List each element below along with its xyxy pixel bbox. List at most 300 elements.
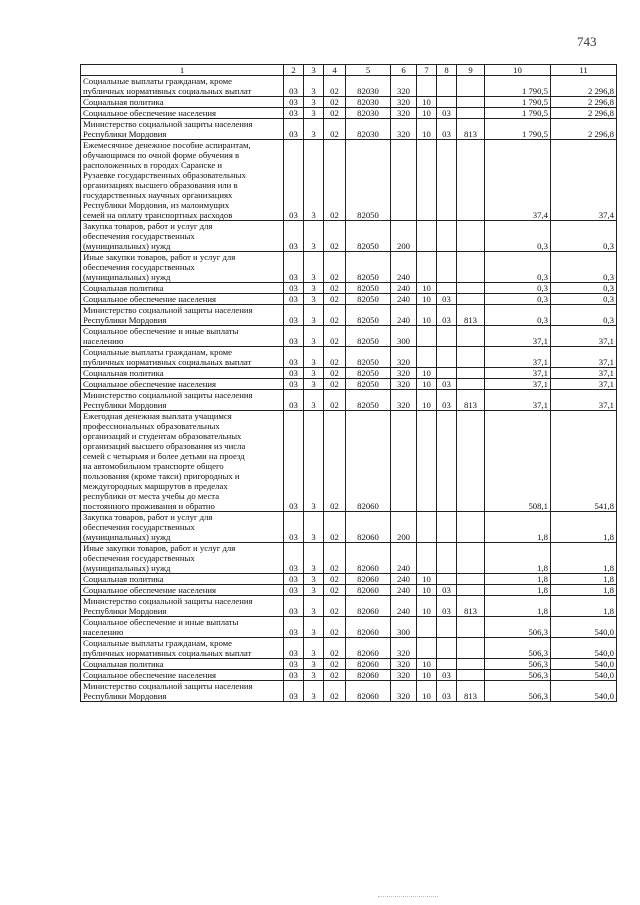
cell-col-2: 03 [284,305,304,326]
cell-col-2: 03 [284,221,304,252]
cell-col-5: 82060 [346,670,391,681]
cell-col-8 [437,326,457,347]
cell-col-2: 03 [284,411,304,512]
cell-col-4: 02 [324,512,346,543]
column-header-7: 7 [417,65,437,76]
cell-col-10: 508,1 [485,411,551,512]
cell-col-6: 320 [391,368,417,379]
cell-col-6: 240 [391,283,417,294]
cell-col-9 [457,221,485,252]
cell-col-11: 37,1 [551,326,617,347]
cell-col-8: 03 [437,390,457,411]
cell-col-10: 0,3 [485,305,551,326]
cell-col-8 [437,574,457,585]
cell-col-8 [437,76,457,97]
cell-col-7: 10 [417,294,437,305]
cell-col-11: 541,8 [551,411,617,512]
cell-col-3: 3 [304,368,324,379]
cell-col-10: 1,8 [485,574,551,585]
table-row [81,294,617,305]
cell-col-2: 03 [284,681,304,702]
row-description [81,596,284,617]
description-line: (муниципальных) нужд [83,241,171,251]
cell-col-3: 3 [304,638,324,659]
cell-col-7 [417,347,437,368]
table-row [81,596,617,617]
cell-col-10: 506,3 [485,638,551,659]
description-line: Закупка товаров, работ и услуг для [83,221,213,231]
cell-col-10: 506,3 [485,681,551,702]
cell-col-2: 03 [284,283,304,294]
cell-col-2: 03 [284,108,304,119]
cell-col-3: 3 [304,140,324,221]
cell-col-6: 240 [391,574,417,585]
cell-col-7: 10 [417,670,437,681]
cell-col-6: 320 [391,659,417,670]
cell-col-7 [417,252,437,283]
cell-col-4: 02 [324,119,346,140]
cell-col-4: 02 [324,305,346,326]
cell-col-7: 10 [417,390,437,411]
cell-col-8 [437,617,457,638]
cell-col-6: 200 [391,512,417,543]
cell-col-8: 03 [437,596,457,617]
cell-col-6: 320 [391,119,417,140]
cell-col-3: 3 [304,76,324,97]
cell-col-8: 03 [437,294,457,305]
cell-col-8 [437,283,457,294]
cell-col-3: 3 [304,411,324,512]
cell-col-4: 02 [324,390,346,411]
cell-col-5: 82060 [346,638,391,659]
cell-col-9 [457,617,485,638]
cell-col-8 [437,97,457,108]
cell-col-11: 2 296,8 [551,108,617,119]
description-line: Министерство социальной защиты населения [83,119,253,129]
cell-col-9 [457,379,485,390]
description-line: Республики Мордовия [83,129,167,139]
cell-col-11: 0,3 [551,294,617,305]
row-description [81,305,284,326]
table-row [81,347,617,368]
table-row [81,574,617,585]
cell-col-11: 2 296,8 [551,119,617,140]
cell-col-3: 3 [304,585,324,596]
cell-col-3: 3 [304,379,324,390]
description-line: Социальные выплаты гражданам, кроме [83,347,233,357]
cell-col-10: 506,3 [485,670,551,681]
cell-col-5: 82050 [346,368,391,379]
description-line: населению [83,627,124,637]
cell-col-9 [457,294,485,305]
description-line: обеспечения государственных [83,231,195,241]
cell-col-6: 240 [391,294,417,305]
cell-col-6: 240 [391,543,417,574]
cell-col-4: 02 [324,617,346,638]
table-row [81,681,617,702]
description-line: Республики Мордовия [83,606,167,616]
cell-col-8 [437,252,457,283]
cell-col-4: 02 [324,681,346,702]
cell-col-7 [417,543,437,574]
cell-col-9: 813 [457,390,485,411]
description-line: Социальные выплаты гражданам, кроме [83,638,233,648]
cell-col-7: 10 [417,574,437,585]
description-line: Социальное обеспечение населения [83,108,217,118]
cell-col-7 [417,411,437,512]
description-line: Социальная политика [83,574,164,584]
cell-col-5: 82050 [346,221,391,252]
cell-col-9 [457,411,485,512]
description-line: публичных нормативных социальных выплат [83,648,252,658]
cell-col-9 [457,512,485,543]
cell-col-6: 240 [391,596,417,617]
cell-col-7: 10 [417,379,437,390]
description-line: Рузаевке государственных образовательных [83,170,246,180]
cell-col-7 [417,326,437,347]
cell-col-11: 2 296,8 [551,97,617,108]
description-line: Республики Мордовия, из малоимущих [83,200,230,210]
table-row [81,379,617,390]
cell-col-3: 3 [304,681,324,702]
cell-col-2: 03 [284,512,304,543]
cell-col-10: 0,3 [485,221,551,252]
cell-col-3: 3 [304,97,324,108]
cell-col-2: 03 [284,252,304,283]
cell-col-11: 540,0 [551,617,617,638]
cell-col-3: 3 [304,221,324,252]
cell-col-3: 3 [304,283,324,294]
cell-col-11: 1,8 [551,574,617,585]
cell-col-9 [457,283,485,294]
description-line: Закупка товаров, работ и услуг для [83,512,213,522]
description-line: Социальное обеспечение населения [83,585,217,595]
cell-col-3: 3 [304,347,324,368]
cell-col-9 [457,368,485,379]
description-line: (муниципальных) нужд [83,532,171,542]
cell-col-2: 03 [284,596,304,617]
cell-col-10: 37,1 [485,326,551,347]
cell-col-10: 37,1 [485,368,551,379]
cell-col-8: 03 [437,681,457,702]
row-description [81,97,284,108]
cell-col-5: 82060 [346,512,391,543]
description-line: Социальные выплаты гражданам, кроме [83,76,233,86]
cell-col-2: 03 [284,368,304,379]
cell-col-5: 82050 [346,252,391,283]
cell-col-4: 02 [324,379,346,390]
cell-col-11: 0,3 [551,283,617,294]
cell-col-6 [391,411,417,512]
cell-col-7 [417,140,437,221]
cell-col-10: 506,3 [485,617,551,638]
cell-col-5: 82050 [346,347,391,368]
table-row [81,368,617,379]
cell-col-10: 0,3 [485,294,551,305]
cell-col-5: 82060 [346,585,391,596]
cell-col-2: 03 [284,379,304,390]
cell-col-8 [437,638,457,659]
cell-col-9 [457,347,485,368]
cell-col-3: 3 [304,252,324,283]
cell-col-10: 37,1 [485,379,551,390]
description-line: Социальная политика [83,97,164,107]
cell-col-3: 3 [304,543,324,574]
description-line: (муниципальных) нужд [83,563,171,573]
cell-col-9 [457,585,485,596]
cell-col-11: 540,0 [551,670,617,681]
table-row [81,670,617,681]
cell-col-2: 03 [284,97,304,108]
cell-col-10: 1,8 [485,585,551,596]
cell-col-2: 03 [284,638,304,659]
cell-col-10: 1 790,5 [485,97,551,108]
description-line: Министерство социальной защиты населения [83,305,253,315]
table-row [81,108,617,119]
row-description [81,326,284,347]
cell-col-8: 03 [437,108,457,119]
cell-col-9 [457,574,485,585]
footer-scan-mark [378,896,438,899]
cell-col-9 [457,638,485,659]
cell-col-6: 320 [391,638,417,659]
cell-col-2: 03 [284,76,304,97]
cell-col-2: 03 [284,670,304,681]
cell-col-9 [457,326,485,347]
description-line: обеспечения государственных [83,522,195,532]
cell-col-3: 3 [304,512,324,543]
row-description [81,585,284,596]
row-description [81,368,284,379]
description-line: Министерство социальной защиты населения [83,681,253,691]
row-description [81,390,284,411]
cell-col-11: 37,1 [551,368,617,379]
cell-col-2: 03 [284,119,304,140]
description-line: Социальное обеспечение и иные выплаты [83,326,239,336]
cell-col-4: 02 [324,347,346,368]
row-description [81,294,284,305]
description-line: Министерство социальной защиты населения [83,596,253,606]
cell-col-8: 03 [437,379,457,390]
header-row [81,65,617,76]
cell-col-8 [437,411,457,512]
cell-col-6 [391,140,417,221]
cell-col-2: 03 [284,326,304,347]
cell-col-6: 240 [391,252,417,283]
cell-col-4: 02 [324,294,346,305]
cell-col-11: 0,3 [551,221,617,252]
cell-col-8: 03 [437,119,457,140]
column-header-4: 4 [324,65,346,76]
cell-col-6: 320 [391,681,417,702]
description-line: Социальная политика [83,283,164,293]
cell-col-11: 1,8 [551,596,617,617]
table-row [81,140,617,221]
row-description [81,140,284,221]
row-description [81,659,284,670]
cell-col-5: 82060 [346,659,391,670]
cell-col-5: 82050 [346,390,391,411]
description-line: Республики Мордовия [83,691,167,701]
description-line: Ежегодная денежная выплата учащимся [83,411,232,421]
description-line: обеспечения государственных [83,553,195,563]
row-description [81,411,284,512]
cell-col-8 [437,347,457,368]
cell-col-9 [457,140,485,221]
column-header-5: 5 [346,65,391,76]
table-row [81,617,617,638]
cell-col-7: 10 [417,108,437,119]
cell-col-4: 02 [324,411,346,512]
row-description [81,574,284,585]
column-header-10: 10 [485,65,551,76]
cell-col-4: 02 [324,97,346,108]
row-description [81,638,284,659]
cell-col-9 [457,108,485,119]
row-description [81,283,284,294]
row-description [81,617,284,638]
description-line: государственных научных организациях [83,190,233,200]
page-number: 743 [577,34,597,49]
cell-col-10: 1 790,5 [485,119,551,140]
table-row [81,305,617,326]
table-row [81,119,617,140]
cell-col-3: 3 [304,659,324,670]
cell-col-3: 3 [304,305,324,326]
cell-col-6: 300 [391,326,417,347]
cell-col-4: 02 [324,638,346,659]
cell-col-4: 02 [324,543,346,574]
description-line: Социальное обеспечение населения [83,294,217,304]
cell-col-4: 02 [324,76,346,97]
cell-col-6: 240 [391,305,417,326]
cell-col-11: 37,1 [551,347,617,368]
table-row [81,659,617,670]
cell-col-7: 10 [417,283,437,294]
cell-col-4: 02 [324,596,346,617]
description-line: Социальное обеспечение и иные выплаты [83,617,239,627]
cell-col-7: 10 [417,681,437,702]
cell-col-2: 03 [284,390,304,411]
row-description [81,379,284,390]
cell-col-7: 10 [417,659,437,670]
column-header-11: 11 [551,65,617,76]
row-description [81,512,284,543]
description-line: Социальное обеспечение населения [83,379,217,389]
cell-col-2: 03 [284,659,304,670]
cell-col-5: 82050 [346,326,391,347]
cell-col-8: 03 [437,670,457,681]
cell-col-11: 540,0 [551,638,617,659]
description-line: на автомобильном транспорте общего [83,461,224,471]
cell-col-9 [457,252,485,283]
row-description [81,221,284,252]
cell-col-8 [437,512,457,543]
cell-col-5: 82050 [346,283,391,294]
table-row [81,543,617,574]
cell-col-4: 02 [324,585,346,596]
cell-col-11: 540,0 [551,681,617,702]
cell-col-5: 82030 [346,97,391,108]
cell-col-11: 0,3 [551,252,617,283]
cell-col-2: 03 [284,140,304,221]
description-line: (муниципальных) нужд [83,272,171,282]
cell-col-5: 82030 [346,119,391,140]
description-line: профессиональных образовательных [83,421,220,431]
description-line: междугородных маршрутов в пределах [83,481,228,491]
cell-col-5: 82060 [346,574,391,585]
cell-col-10: 1,8 [485,512,551,543]
description-line: обучающимся по очной форме обучения в [83,150,240,160]
cell-col-6: 320 [391,670,417,681]
cell-col-4: 02 [324,140,346,221]
table-row [81,97,617,108]
cell-col-7: 10 [417,368,437,379]
cell-col-8 [437,368,457,379]
cell-col-4: 02 [324,326,346,347]
cell-col-9: 813 [457,596,485,617]
cell-col-7 [417,76,437,97]
cell-col-3: 3 [304,326,324,347]
cell-col-5: 82050 [346,140,391,221]
cell-col-9 [457,670,485,681]
cell-col-7: 10 [417,596,437,617]
cell-col-10: 37,1 [485,390,551,411]
description-line: расположенных в городах Саранске и [83,160,223,170]
table-row [81,76,617,97]
row-description [81,681,284,702]
cell-col-2: 03 [284,294,304,305]
cell-col-11: 0,3 [551,305,617,326]
cell-col-2: 03 [284,585,304,596]
column-header-9: 9 [457,65,485,76]
table-row [81,512,617,543]
table-row [81,252,617,283]
description-line: семей на оплату транспортных расходов [83,210,233,220]
cell-col-4: 02 [324,221,346,252]
cell-col-9: 813 [457,305,485,326]
description-line: публичных нормативных социальных выплат [83,86,252,96]
cell-col-7: 10 [417,585,437,596]
row-description [81,347,284,368]
cell-col-7: 10 [417,119,437,140]
cell-col-3: 3 [304,294,324,305]
table-row [81,283,617,294]
table-row [81,411,617,512]
row-description [81,108,284,119]
description-line: Ежемесячное денежное пособие аспирантам, [83,140,251,150]
description-line: обеспечения государственных [83,262,195,272]
cell-col-6: 240 [391,585,417,596]
cell-col-6: 320 [391,347,417,368]
cell-col-10: 506,3 [485,659,551,670]
cell-col-11: 37,1 [551,390,617,411]
row-description [81,252,284,283]
cell-col-5: 82030 [346,108,391,119]
cell-col-11: 540,0 [551,659,617,670]
cell-col-11: 37,4 [551,140,617,221]
row-description [81,543,284,574]
description-line: Социальная политика [83,659,164,669]
cell-col-8: 03 [437,585,457,596]
cell-col-5: 82060 [346,596,391,617]
description-line: Иные закупки товаров, работ и услуг для [83,252,236,262]
cell-col-10: 1,8 [485,543,551,574]
cell-col-4: 02 [324,574,346,585]
cell-col-9 [457,97,485,108]
row-description [81,76,284,97]
table-row [81,390,617,411]
